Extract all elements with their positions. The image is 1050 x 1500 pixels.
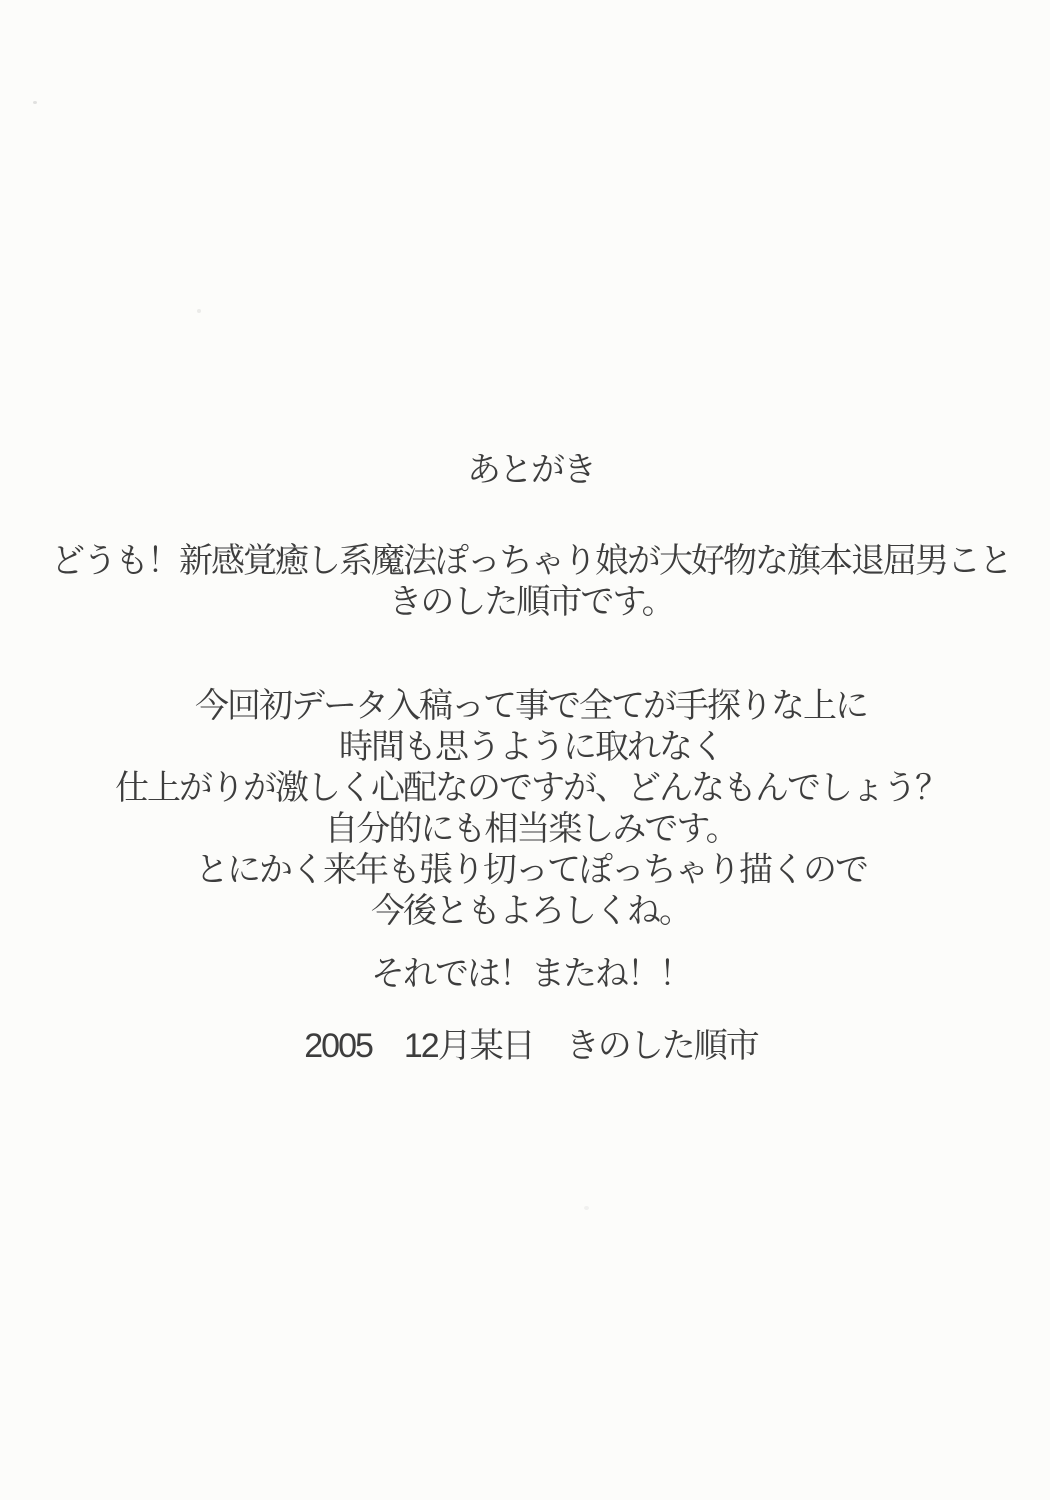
body-line-1: 今回初データ入稿って事で全てが手探りな上に [195,687,867,725]
body-line-5: とにかく来年も張り切ってぽっちゃり描くので [195,851,867,889]
closing-line: それでは！またね！！ [371,955,691,993]
body-line-4: 自分的にも相当楽しみです。 [324,810,738,848]
date-signature-line: 2005 12月某日 きのした順市 [304,1027,758,1065]
scan-artifact [197,309,201,313]
body-paragraph [12,686,1050,932]
page-title: あとがき [467,451,595,489]
body-line-6: 今後ともよろしくね。 [371,892,691,930]
body-line-3: 仕上がりが激しく心配なのですが、どんなもんでしょう？ [115,769,947,807]
scan-artifact [33,101,37,104]
greeting-paragraph [12,541,1050,623]
greeting-line-2: きのした順市です。 [388,583,674,621]
scan-artifact [584,1206,589,1210]
greeting-line-1: どうも！新感覚癒し系魔法ぽっちゃり娘が大好物な旗本退屈男こと [51,542,1011,580]
body-line-2: 時間も思うように取れなく [339,728,723,766]
